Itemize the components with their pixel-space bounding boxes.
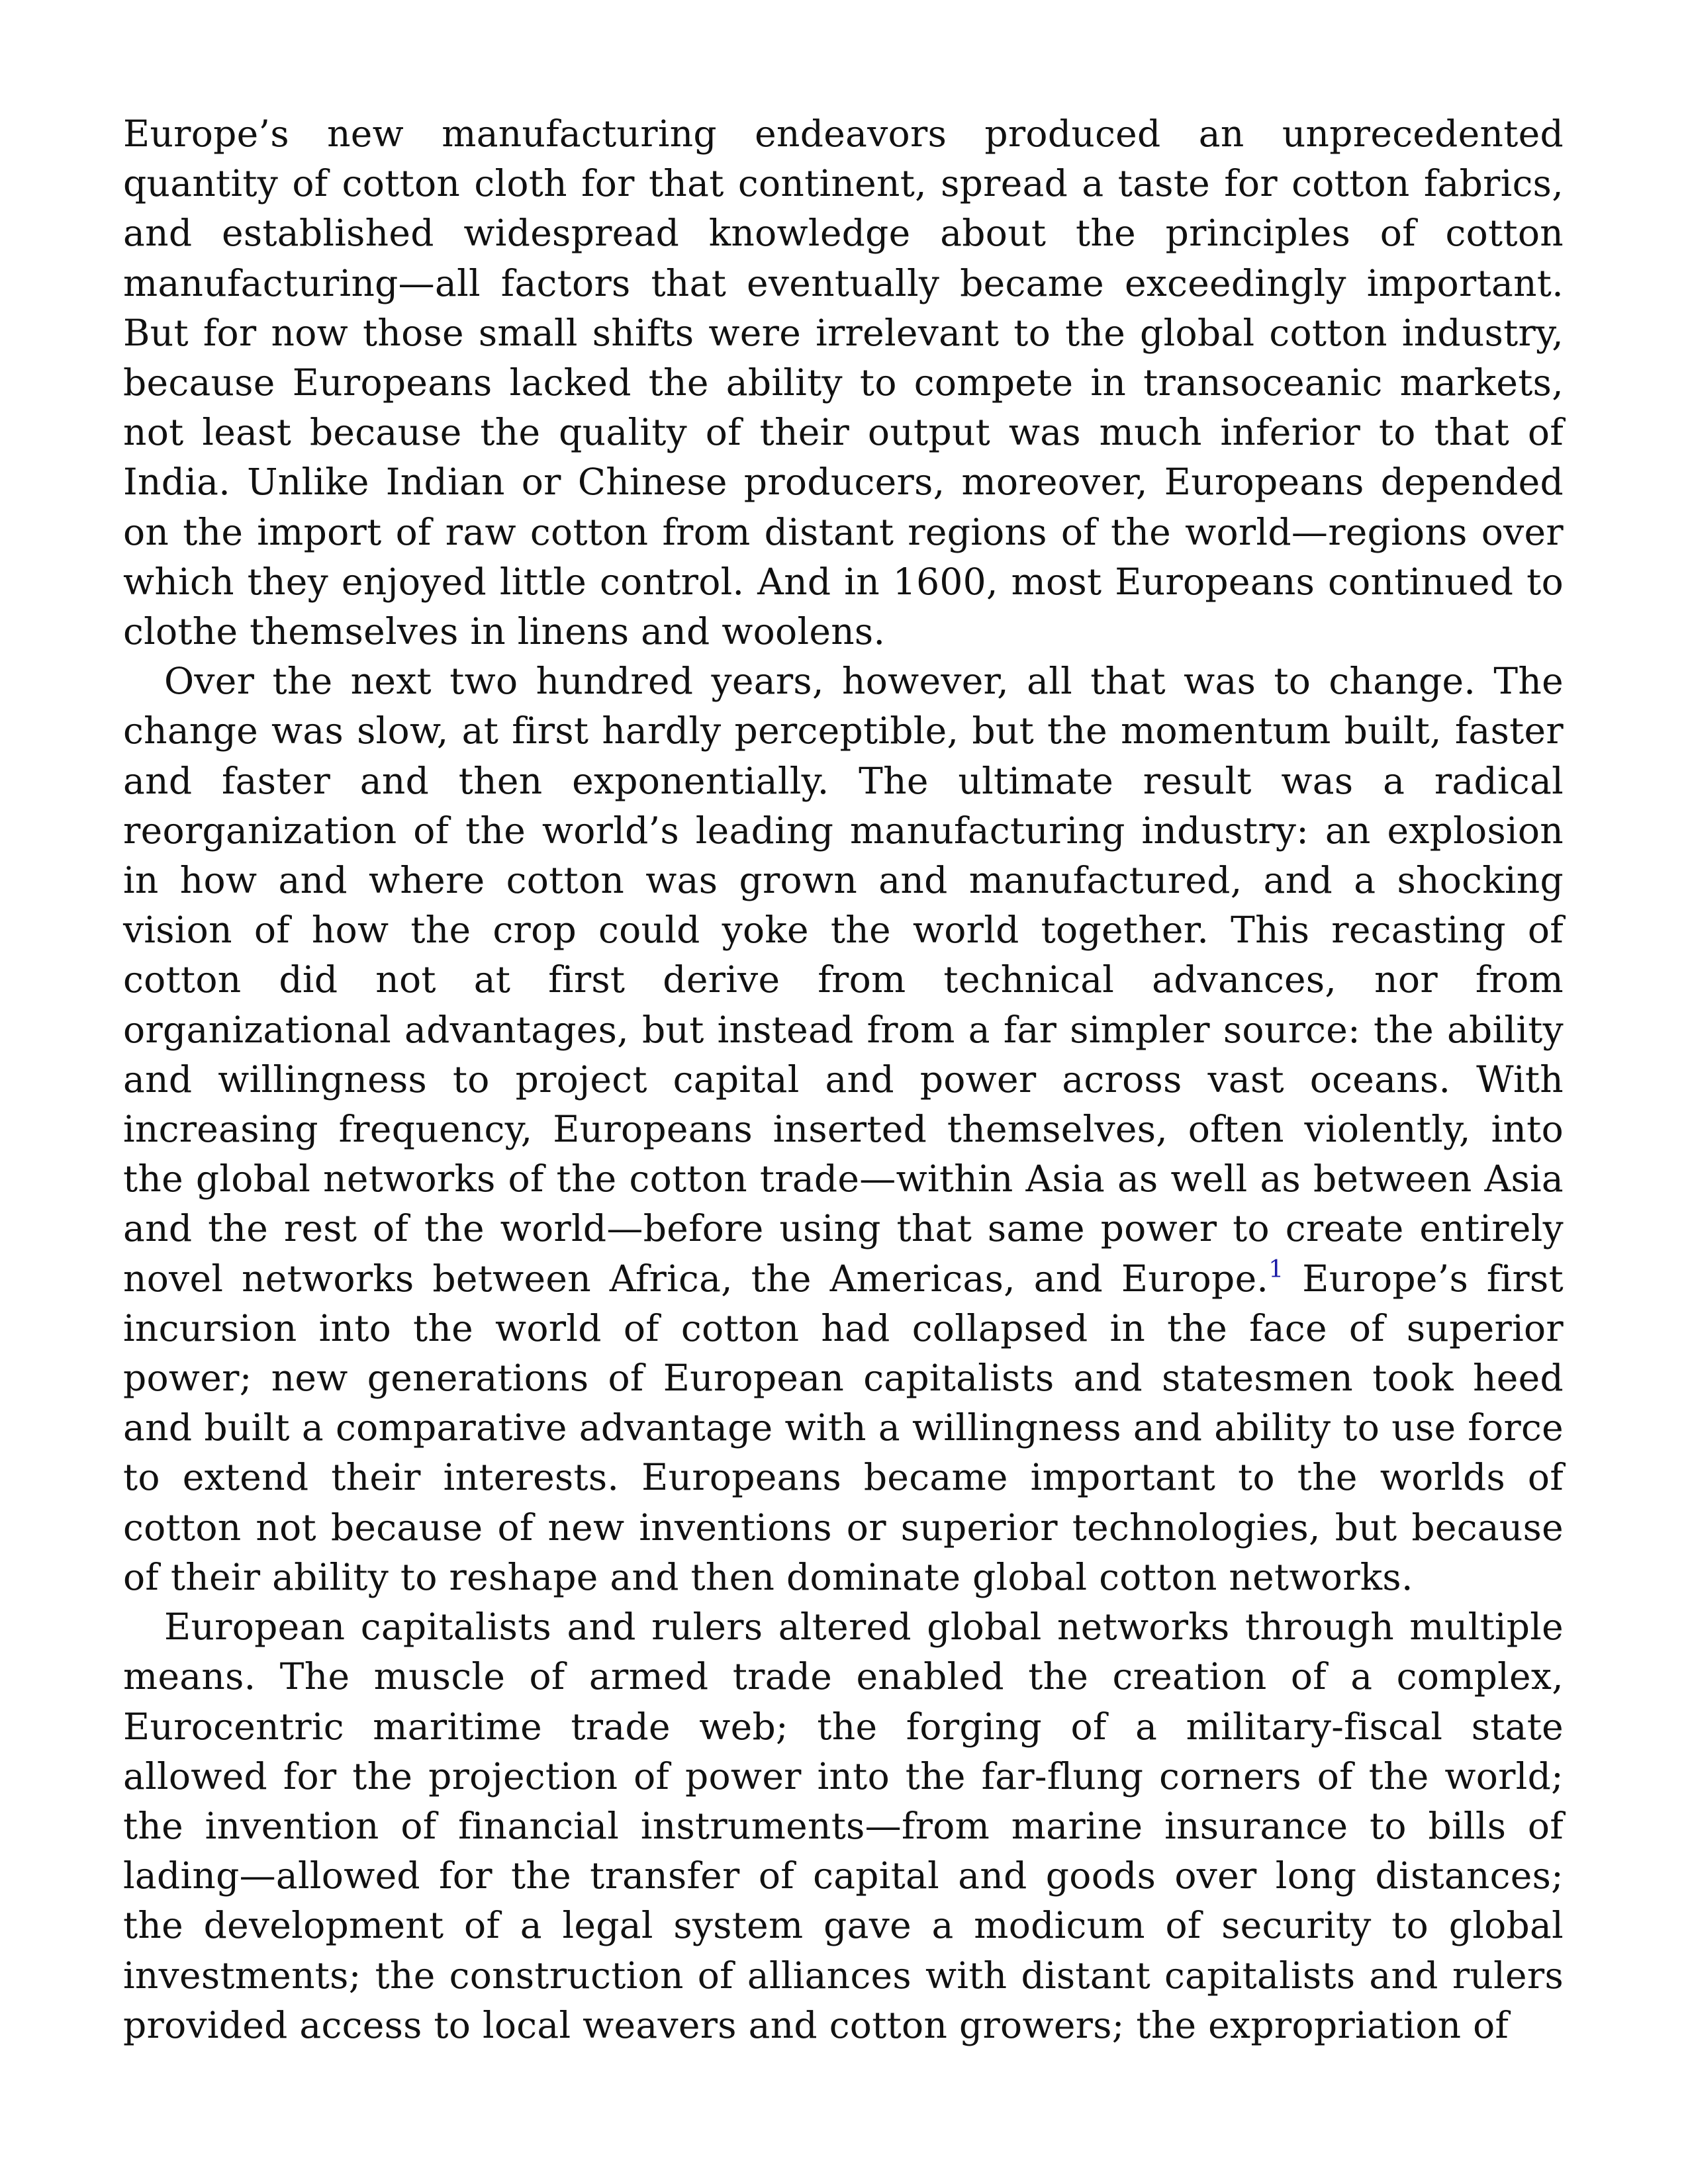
document-page [123, 109, 1564, 2050]
paragraph-2-text-part-2: Europe’s first incursion into the world of cotton had collapsed in the face of superior power; new generations of European capitalists and statesmen took heed and built a comparative advantage with a willingness and ability to use force to extend their interests. Europeans became important to the worlds of cotton not because of new inventions or superior technologies, but because of their ability to reshape and then dominate global cotton networks. [123, 1257, 1564, 1598]
paragraph-1-text: Europe’s new manufacturing endeavors produced an unprecedented quantity of cotton cloth for that continent, spread a taste for cotton fabrics, and established widespread knowledge about the principles of cotton manufacturing—all factors that eventually became exceedingly important. But for now those small shifts were irrelevant to the global cotton industry, because Europeans lacked the ability to compete in transoceanic markets, not least because the quality of their output was much inferior to that of India. Unlike Indian or Chinese producers, moreover, Europeans depended on the import of raw cotton from distant regions of the world—regions over which they enjoyed little control. And in 1600, most Europeans continued to clothe themselves in linens and woolens. [123, 113, 1564, 653]
paragraph-1 [123, 109, 1564, 657]
footnote-reference-link[interactable]: 1 [1268, 1255, 1284, 1283]
paragraph-3 [123, 1602, 1564, 2050]
paragraph-2 [123, 657, 1564, 1602]
paragraph-2-text-part-1: Over the next two hundred years, however, all that was to change. The change was slow, at first hardly perceptible, but the momentum built, faster and faster and then exponentially. The ultimate result was a radical reorganization of the world’s leading manufacturing industry: an explosion in how and where cotton was grown and manufactured, and a shocking vision of how the crop could yoke the world together. This recasting of cotton did not at first derive from technical advances, nor from organizational advantages, but instead from a far simpler source: the ability and willingness to project capital and power across vast oceans. With increasing frequency, Europeans inserted themselves, often violently, into the global networks of the cotton trade—within Asia as well as between Asia and the rest of the world—before using that same power to create entirely novel networks between Africa, the Americas, and Europe. [123, 660, 1564, 1300]
paragraph-3-text: European capitalists and rulers altered global networks through multiple means. The muscle of armed trade enabled the creation of a complex, Eurocentric maritime trade web; the forging of a military-fiscal state allowed for the projection of power into the far-flung corners of the world; the invention of financial instruments—from marine insurance to bills of lading—allowed for the transfer of capital and goods over long distances; the development of a legal system gave a modicum of security to global investments; the construction of alliances with distant capitalists and rulers provided access to local weavers and cotton growers; the expropriation of [123, 1606, 1564, 2046]
